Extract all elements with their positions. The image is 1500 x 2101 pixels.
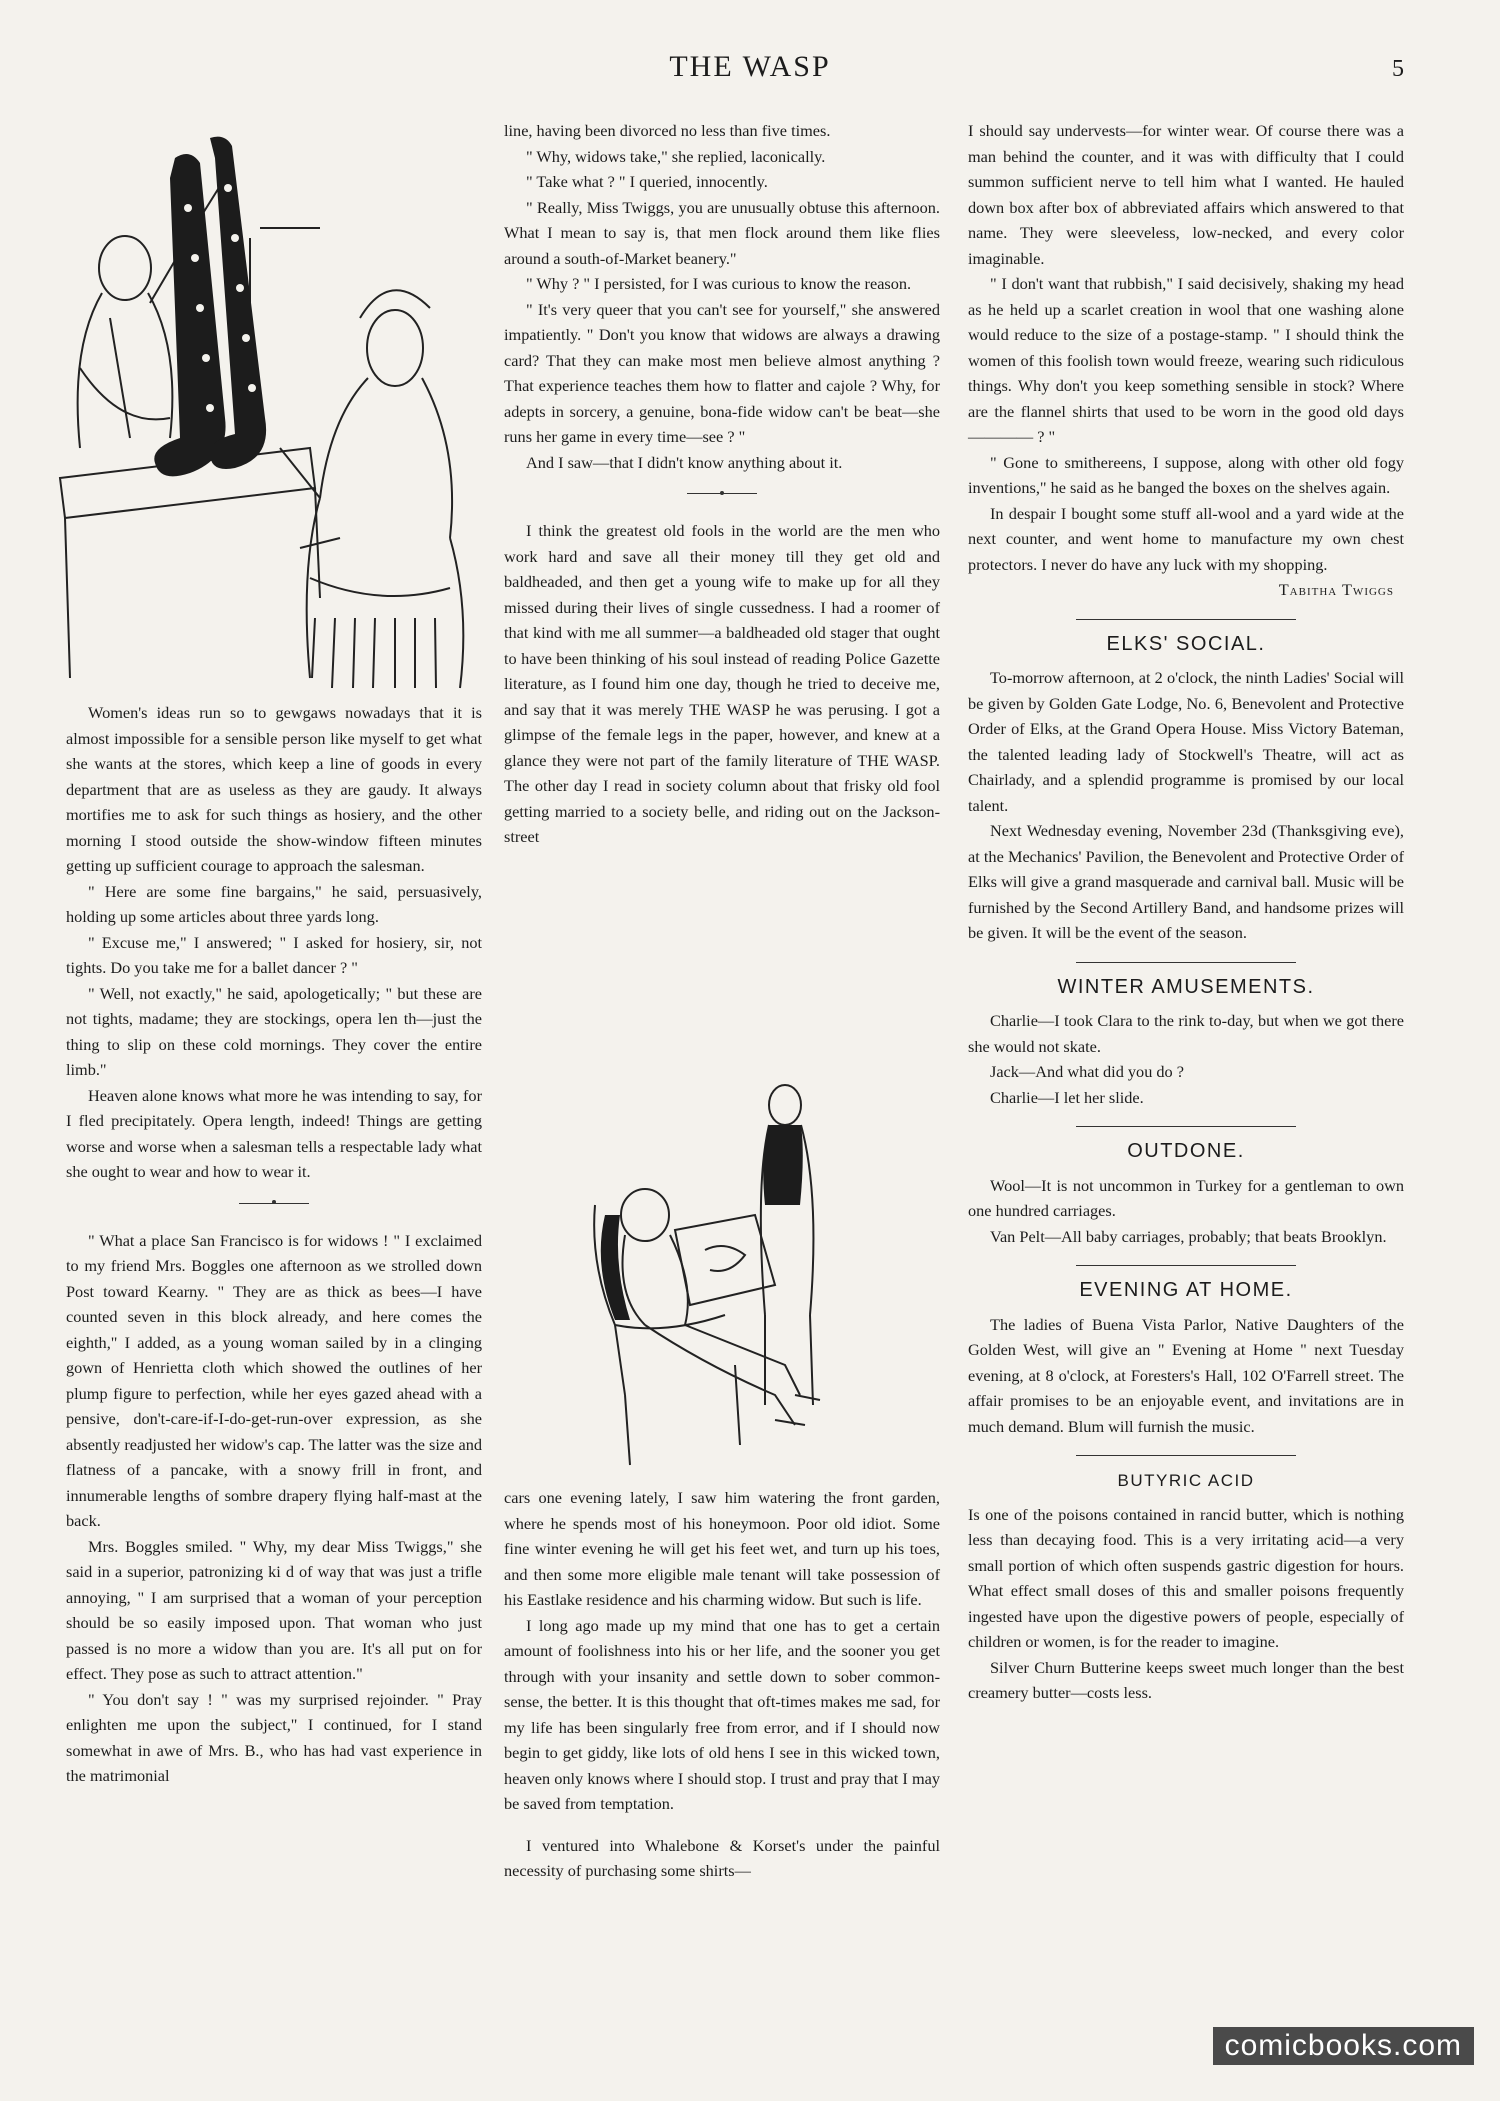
paragraph: " Here are some fine bargains," he said, persuasively, holding up some articles about three yards long. [66,881,482,926]
column-2-bottom [504,1485,940,1884]
paragraph: " It's very queer that you can't see for yourself," she answered impatiently. " Don't you know that widows are always a drawing card? That they can make most men believe almost anything ? That experience teaches them how to flatter and cajole ? Why, for adepts in sorcery, a genuine, bona-fide widow can't be beat—she runs her game in every time—see ? " [504,299,940,446]
paragraph: " Why, widows take," she replied, laconically. [526,146,826,166]
paragraph: Is one of the poisons contained in rancid butter, which is nothing less than decaying food. This is a very irritating acid—a very small portion of which often suspends gastric digestion for hours. What effect small doses of this and smaller poisons frequently ingested have upon the digestive powers of people, especially of children or women, is for the reader to imagine. [968,1504,1404,1651]
section-divider [687,493,757,494]
paragraph: Mrs. Boggles smiled. " Why, my dear Miss Twiggs," she said in a superior, patronizing ki d of way that was just a trifle annoying, " I am surprised that a woman of your perception should be so easily imposed upon. That woman who just passed is no more a widow than you are. It's all put on for effect. They pose as such to attract attention." [66,1536,482,1683]
paragraph: In despair I bought some stuff all-wool and a yard wide at the next counter, and went home to manufacture my own chest protectors. I never do have any luck with my shopping. [968,503,1404,574]
paragraph: " What a place San Francisco is for widows ! " I exclaimed to my friend Mrs. Boggles one afternoon as we strolled down Post toward Kearny. " They are as thick as bees—I have counted seven in this block already, and here comes the eighth," I added, as a young woman sailed by in a clinging gown of Henrietta cloth which showed the outlines of her plump figure to perfection, while her eyes gazed ahead with a pensive, don't-care-if-I-do-get-run-over expression, as she absently readjusted her widow's cap. The latter was the size and flatness of a pancake, with a snowy frill in front, and innumerable lengths of sombre drapery flying half-mast at the back. [66,1230,482,1530]
paragraph: line, having been divorced no less than five times. [504,121,831,140]
column-1 [66,700,482,1789]
paragraph: " Really, Miss Twiggs, you are unusually obtuse this afternoon. What I mean to say is, that men flock around them like flies around a south-of-Market beanery." [504,197,940,268]
elks-social-heading: ELKS' SOCIAL. [1106,632,1266,655]
stockings-illustration [50,118,480,698]
paragraph: And I saw—that I didn't know anything about it. [526,452,843,472]
page-number: 5 [1392,56,1404,82]
column-3 [968,118,1404,1706]
evening-at-home-heading: EVENING AT HOME. [1079,1279,1293,1301]
paragraph: I long ago made up my mind that one has to get a certain amount of foolishness into his or her life, and the sooner you get through with your insanity and settle down to sober common-sense, the better. It is this thought that oft-times makes me sad, for my life has been singularly free from error, and if I should now begin to get giddy, like lots of old hens I see in this wicked town, heaven only knows where I should stop. I trust and pray that I may be saved from temptation. [504,1615,940,1813]
paragraph: I think the greatest old fools in the world are the men who work hard and save all their money till they get old and baldheaded, and then get a young wife to make up for all they missed during their lives of single cussedness. I had a roomer of that kind with me all summer—a baldheaded old stager that ought to have been thinking of his soul instead of reading Police Gazette literature, as I found him one day, though he tried to deceive me, and say that it was merely THE WASP he was perusing. I got a glimpse of the female legs in the paper, however, and knew at a glance they were not part of the family literature of THE WASP. The other day I read in society column about that frisky old fool getting married to a society belle, and riding out on the Jackson-street [504,521,940,846]
column-2-top [504,118,940,850]
winter-amusements-heading: WINTER AMUSEMENTS. [1057,975,1315,998]
paragraph: " Why ? " I persisted, for I was curious to know the reason. [526,274,912,293]
paragraph: " Gone to smithereens, I suppose, along with other old fogy inventions," he said as he banged the boxes on the shelves again. [968,452,1404,497]
butyric-acid-heading: BUTYRIC ACID [1117,1471,1255,1490]
man-reading-illustration [585,1065,845,1477]
paragraph: " Take what ? " I queried, innocently. [526,172,768,191]
paragraph: " I don't want that rubbish," I said decisively, shaking my head as he held up a scarlet creation in wool that one washing alone would reduce to the size of a postage-stamp. " I should think the women of this foolish town would freeze, wearing such ridiculous things. Why don't you keep something sensible in stock? Where are the flannel shirts that used to be worn in the good old days ———— ? " [968,274,1404,446]
author-signature: Tabitha Twiggs [1278,580,1394,599]
section-rule [1076,619,1296,620]
paragraph: I should say undervests—for winter wear. Of course there was a man behind the counter, and it was with difficulty that I could summon sufficient nerve to tell him what I wanted. He hauled down box after box of abbreviated affairs which answered to that name. They were sleeveless, low-necked, and every color imaginable. [968,121,1404,268]
paragraph: " Well, not exactly," he said, apologetically; " but these are not tights, madame; they are stockings, opera len th—just the thing to slip on these cold mornings. They cover the entire limb." [66,983,482,1079]
dialogue-line: Wool—It is not uncommon in Turkey for a gentleman to own one hundred carriages. [968,1175,1404,1220]
section-divider [239,1203,309,1204]
section-rule [1076,962,1296,963]
site-watermark: comicbooks.com [1213,2027,1474,2065]
paragraph: The ladies of Buena Vista Parlor, Native Daughters of the Golden West, will give an " Evening at Home " next Tuesday evening, at 8 o'clock, at Foresters's Hall, 102 O'Farrell street. The affair promises to be an enjoyable event, and invitations are in much demand. Blum will furnish the music. [968,1314,1404,1436]
masthead-title: THE WASP [669,50,831,83]
paragraph: " Excuse me," I answered; " I asked for hosiery, sir, not tights. Do you take me for a ballet dancer ? " [66,932,482,977]
dialogue-line: Jack—And what did you do ? [990,1062,1184,1081]
outdone-heading: OUTDONE. [1127,1140,1245,1162]
paragraph: To-morrow afternoon, at 2 o'clock, the ninth Ladies' Social will be given by Golden Gate Lodge, No. 6, Benevolent and Protective Order of Elks, at the Grand Opera House. Miss Victory Bateman, the talented leading lady of Stockwell's Theatre, will act as Chairlady, and a splendid programme is promised by our local talent. [968,668,1404,815]
paragraph: Silver Churn Butterine keeps sweet much longer than the best creamery butter—costs less. [968,1657,1404,1702]
paragraph: Women's ideas run so to gewgaws nowadays that it is almost impossible for a sensible person like myself to get what she wants at the stores, which keep a line of goods in every department that are as useless as they are gaudy. It always mortifies me to ask for such things as hosiery, and the other morning I stood outside the show-window fifteen minutes getting up sufficient courage to approach the salesman. [66,703,482,875]
section-rule [1076,1455,1296,1456]
dialogue-line: Charlie—I took Clara to the rink to-day, but when we got there she would not skate. [968,1011,1404,1056]
dialogue-line: Van Pelt—All baby carriages, probably; that beats Brooklyn. [990,1226,1387,1246]
paragraph: Heaven alone knows what more he was intending to say, for I fled precipitately. Opera length, indeed! Things are getting worse and worse when a salesman tells a respectable lady what she ought to wear and how to wear it. [66,1085,482,1181]
dialogue-line: Charlie—I let her slide. [990,1087,1144,1107]
section-rule [1076,1265,1296,1266]
paragraph: I ventured into Whalebone & Korset's under the painful necessity of purchasing some shirts— [504,1835,940,1880]
paragraph: Next Wednesday evening, November 23d (Thanksgiving eve), at the Mechanics' Pavilion, the Benevolent and Protective Order of Elks will give a grand masquerade and carnival ball. Music will be furnished by the Second Artillery Band, and handsome prizes will be given. It will be the event of the season. [968,821,1404,942]
section-rule [1076,1126,1296,1127]
paragraph: cars one evening lately, I saw him watering the front garden, where he spends most of his honeymoon. Poor old idiot. Some fine winter evening he will get his feet wet, and turn up his toes, and then some more eligible male tenant will take possession of his Eastlake residence and his charming widow. But such is life. [504,1488,940,1609]
paragraph: " You don't say ! " was my surprised rejoinder. " Pray enlighten me upon the subject," I continued, for I stand somewhat in awe of Mrs. B., who has had vast experience in the matrimonial [66,1689,482,1785]
